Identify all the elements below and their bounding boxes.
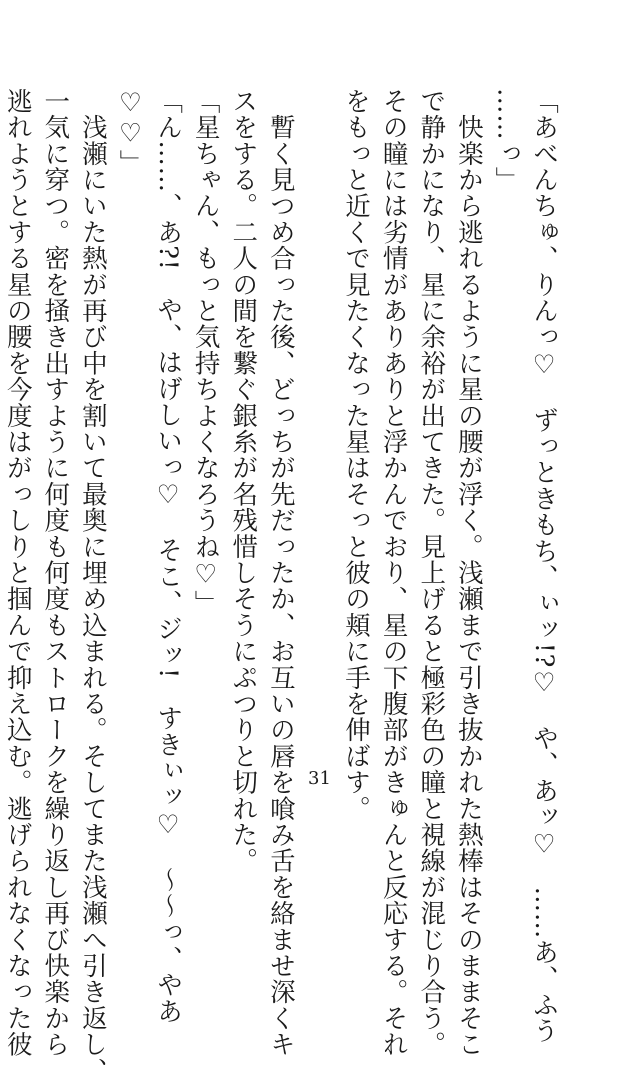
text-column: 暫く見つめ合った後、どっちが先だったか、お互いの唇を喰み舌を絡ませ深くキ	[265, 88, 296, 1058]
text-column: をもっと近くで見たくなった星はそっと彼の頬に手を伸ばす。	[341, 88, 372, 822]
text-column: 快楽から逃れるように星の腰が浮く。浅瀬まで引き抜かれた熱棒はそのままそこ	[453, 88, 484, 1058]
text-column: その瞳には劣情がありありと浮かんでおり、星の下腹部がきゅんと反応する。それ	[378, 88, 409, 1058]
text-column: 「ん……、あ?! や、はげしいっ♡ そこ、ジッ! すきぃッ♡ ～～っ、やあ	[153, 88, 184, 1025]
text-column: ♡♡」	[115, 88, 146, 176]
text-column: 「あべんちゅ、りんっ♡ ずっときもち、ぃッ!?♡ や、あッ♡ ……あ、ふう	[529, 88, 559, 1044]
paragraph-break	[299, 88, 337, 748]
text-column: 浅瀬にいた熱が再び中を割いて最奥に埋め込まれる。そしてまた浅瀬へ引き返し、	[77, 88, 108, 1084]
text-column: 「星ちゃん、もっと気持ちよくなろうね♡」	[190, 88, 221, 617]
text-column: で静かになり、星に余裕が出てきた。見上げると極彩色の瞳と視線が混じり合う。	[416, 88, 447, 1058]
text-column: ……っ」	[491, 88, 522, 193]
text-column: 一気に穿つ。密を掻き出すように何度も何度もストロークを繰り返し再び快楽から	[40, 88, 71, 1058]
page-number: 31	[308, 768, 331, 789]
text-column: スをする。二人の間を繋ぐ銀糸が名残惜しそうにぷつりと切れた。	[228, 88, 259, 874]
text-column: 逃れようとする星の腰を今度はがっしりと掴んで抑え込む。逃げられなくなった彼	[2, 88, 33, 1058]
